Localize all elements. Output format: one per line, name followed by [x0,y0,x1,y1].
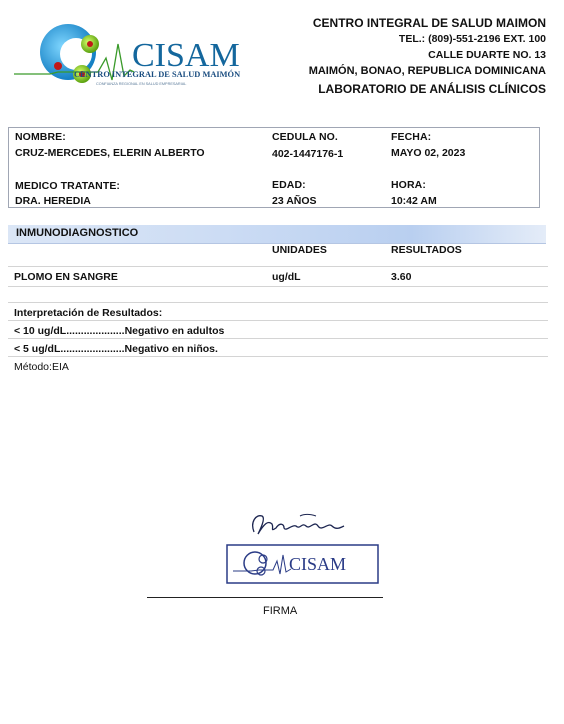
test-unit: ug/dL [272,271,301,283]
id-label: CEDULA NO. [272,131,338,143]
clinic-phone: TEL.: (809)-551-2196 EXT. 100 [398,33,546,45]
divider [8,266,548,267]
divider [8,302,548,303]
doctor-name: DRA. HEREDIA [15,195,91,207]
stamp-graphic [225,543,380,585]
divider [8,356,548,357]
test-result: 3.60 [391,271,412,283]
report-date: MAYO 02, 2023 [391,147,466,159]
time-label: HORA: [391,179,426,191]
handwritten-signature [240,502,360,542]
interpretation-line-children: < 5 ug/dL......................Negativo en niños. [14,343,218,355]
section-header [8,225,546,244]
clinic-lab: LABORATORIO DE ANÁLISIS CLÍNICOS [318,82,546,96]
interpretation-title: Interpretación de Resultados: [14,307,163,319]
age-label: EDAD: [272,179,306,191]
clinic-city: MAIMÓN, BONAO, REPUBLICA DOMINICANA [308,65,546,77]
doctor-label: MEDICO TRATANTE: [15,180,121,192]
name-label: NOMBRE: [15,131,66,143]
signature-label: FIRMA [263,605,298,617]
units-header: UNIDADES [272,244,327,256]
patient-id: 402-1447176-1 [272,148,344,160]
signature-line [147,597,383,598]
logo-subtitle: CENTRO INTEGRAL DE SALUD MAIMÓN [74,70,241,79]
clinic-name: CENTRO INTEGRAL DE SALUD MAIMON [312,16,546,30]
patient-age: 23 AÑOS [272,195,317,207]
stamp-text: CISAM [289,554,347,574]
divider [8,320,548,321]
section-title: INMUNODIAGNOSTICO [16,227,139,239]
method: Método:EIA [14,361,69,373]
cisam-logo [10,14,255,94]
report-time: 10:42 AM [391,195,437,207]
divider [8,286,548,287]
date-label: FECHA: [391,131,432,143]
results-header: RESULTADOS [391,244,462,256]
clinic-stamp [225,543,380,585]
logo-brand: CISAM [132,37,240,74]
interpretation-line-adults: < 10 ug/dL....................Negativo en adultos [14,325,225,337]
clinic-address: CALLE DUARTE NO. 13 [428,49,546,61]
patient-name: CRUZ-MERCEDES, ELERIN ALBERTO [15,147,205,159]
divider [8,338,548,339]
test-name: PLOMO EN SANGRE [14,271,118,283]
logo-tagline: CONFIANZA REGIONAL EN SALUD EMPRESARIAL [96,82,187,86]
